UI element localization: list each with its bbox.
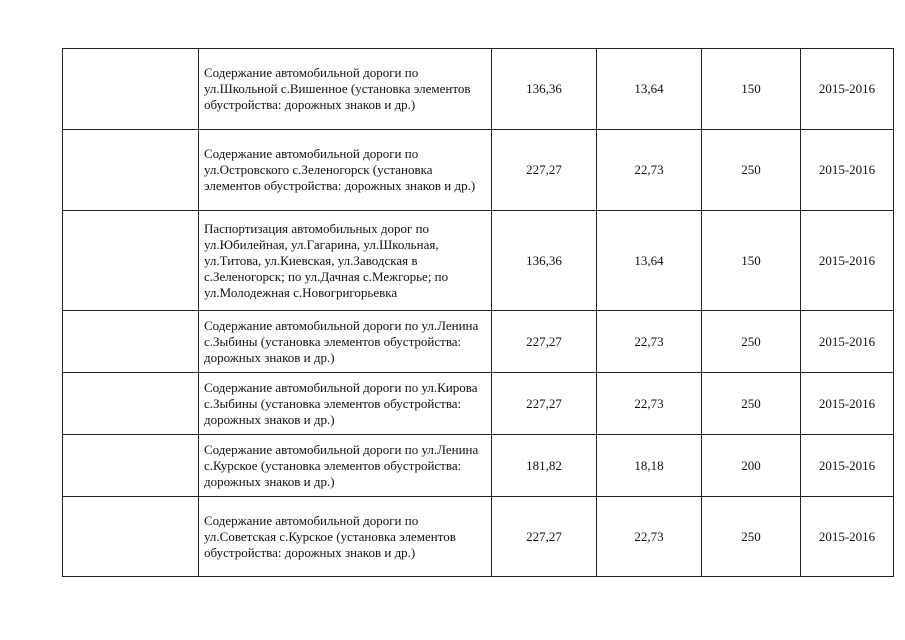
table-row [63, 311, 894, 373]
period-cell: 2015-2016 [801, 130, 894, 211]
empty-cell [63, 373, 199, 435]
value1-cell: 227,27 [492, 311, 597, 373]
period-cell: 2015-2016 [801, 311, 894, 373]
total-cell: 250 [702, 497, 801, 577]
description-cell: Содержание автомобильной дороги по ул.Кирова с.Зыбины (установка элементов обустройства: дорожных знаков и др.) [199, 373, 492, 435]
description-cell: Содержание автомобильной дороги по ул.Островского с.Зеленогорск (установка элементов обустройства: дорожных знаков и др.) [199, 130, 492, 211]
description-cell: Паспортизация автомобильных дорог по ул.Юбилейная, ул.Гагарина, ул.Школьная, ул.Титова, ул.Киевская, ул.Заводская в с.Зеленогорск; по ул.Дачная с.Межгорье; по ул.Молодежная с.Новогригорьевка [199, 211, 492, 311]
description-cell: Содержание автомобильной дороги по ул.Школьной с.Вишенное (установка элементов обустройства: дорожных знаков и др.) [199, 49, 492, 130]
value2-cell: 22,73 [597, 497, 702, 577]
total-cell: 150 [702, 49, 801, 130]
total-cell: 250 [702, 311, 801, 373]
value2-cell: 18,18 [597, 435, 702, 497]
total-cell: 250 [702, 130, 801, 211]
value2-cell: 22,73 [597, 130, 702, 211]
empty-cell [63, 130, 199, 211]
value2-cell: 22,73 [597, 373, 702, 435]
table-row [63, 130, 894, 211]
table-row [63, 373, 894, 435]
value2-cell: 13,64 [597, 211, 702, 311]
total-cell: 150 [702, 211, 801, 311]
period-cell: 2015-2016 [801, 211, 894, 311]
period-cell: 2015-2016 [801, 373, 894, 435]
empty-cell [63, 49, 199, 130]
empty-cell [63, 497, 199, 577]
value2-cell: 13,64 [597, 49, 702, 130]
description-cell: Содержание автомобильной дороги по ул.Ленина с.Зыбины (установка элементов обустройства: дорожных знаков и др.) [199, 311, 492, 373]
empty-cell [63, 211, 199, 311]
value1-cell: 227,27 [492, 497, 597, 577]
value1-cell: 136,36 [492, 49, 597, 130]
value1-cell: 136,36 [492, 211, 597, 311]
empty-cell [63, 435, 199, 497]
document-table [62, 48, 894, 577]
value1-cell: 227,27 [492, 130, 597, 211]
table-row [63, 49, 894, 130]
description-cell: Содержание автомобильной дороги по ул.Советская с.Курское (установка элементов обустройства: дорожных знаков и др.) [199, 497, 492, 577]
description-cell: Содержание автомобильной дороги по ул.Ленина с.Курское (установка элементов обустройства: дорожных знаков и др.) [199, 435, 492, 497]
total-cell: 250 [702, 373, 801, 435]
period-cell: 2015-2016 [801, 435, 894, 497]
value2-cell: 22,73 [597, 311, 702, 373]
value1-cell: 227,27 [492, 373, 597, 435]
table-row [63, 497, 894, 577]
period-cell: 2015-2016 [801, 49, 894, 130]
value1-cell: 181,82 [492, 435, 597, 497]
empty-cell [63, 311, 199, 373]
table-row [63, 211, 894, 311]
total-cell: 200 [702, 435, 801, 497]
period-cell: 2015-2016 [801, 497, 894, 577]
table-row [63, 435, 894, 497]
